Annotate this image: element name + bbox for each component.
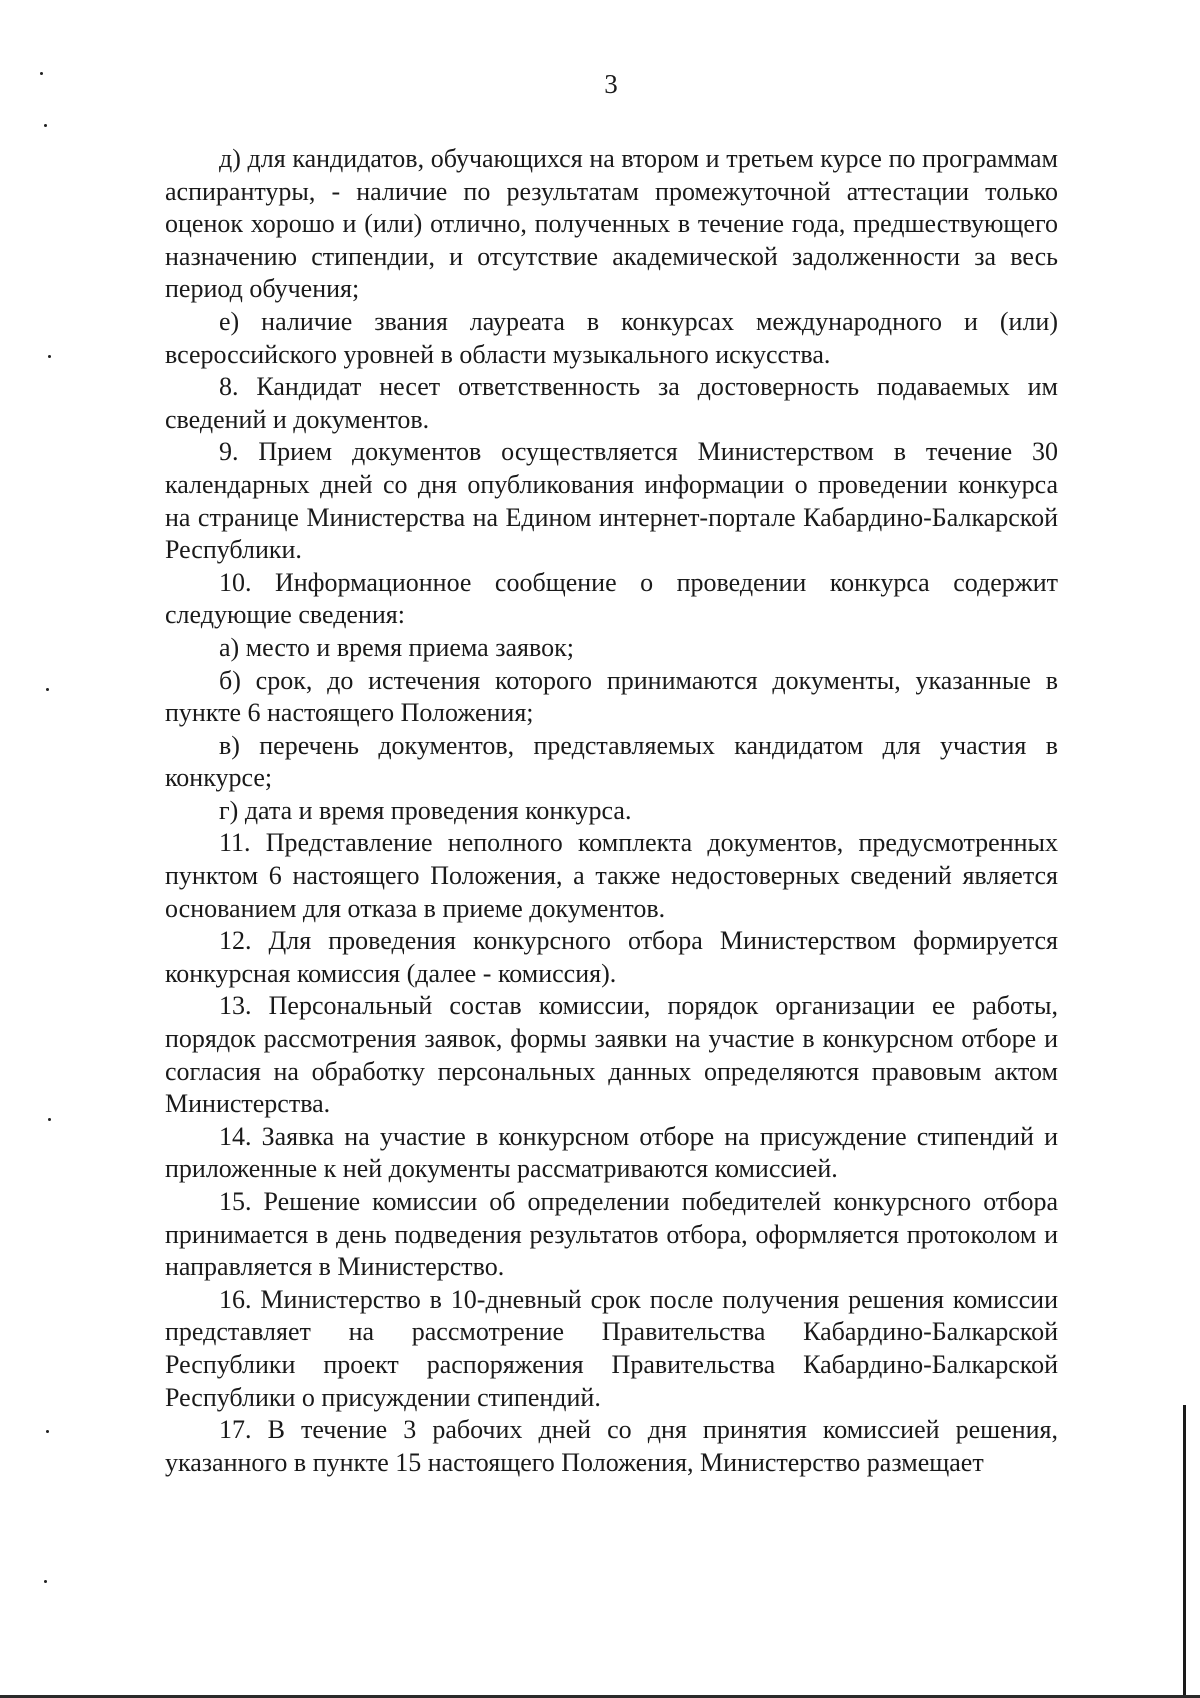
- scan-edge-shadow: [1183, 1405, 1186, 1698]
- scan-speck: [46, 1430, 49, 1433]
- paragraph-10d-contest-date: г) дата и время проведения конкурса.: [219, 795, 632, 825]
- scan-speck: [48, 355, 51, 358]
- paragraph-16-ministry-submission: 16. Министерство в 10-дневный срок после получения решения комиссии представляет на рассмотрение Правительства Кабардино-Балкарской Республики проект распоряжения Правительства Кабардино-Балкарской Республики о присуждении стипендий.: [165, 1284, 1058, 1412]
- paragraph-13-commission-composition: 13. Персональный состав комиссии, порядок организации ее работы, порядок рассмотрения заявок, формы заявки на участие в конкурсном отборе и согласия на обработку персональных данных определяются правовым актом Министерства.: [165, 991, 1058, 1119]
- paragraph-d-graduate-candidates: д) для кандидатов, обучающихся на втором и третьем курсе по программам аспирантуры, - наличие по результатам промежуточной аттестации только оценок хорошо и (или) отлично, полученных в течение года, предшествующего назначению стипендии, и отсутствие академической задолженности за весь период обучения;: [165, 144, 1058, 304]
- paragraph-15-commission-decision: 15. Решение комиссии об определении победителей конкурсного отбора принимается в день подведения результатов отбора, оформляется протоколом и направляется в Министерство.: [165, 1187, 1058, 1282]
- page-number: 3: [604, 69, 618, 99]
- paragraph-9-document-intake: 9. Прием документов осуществляется Министерством в течение 30 календарных дней со дня опубликования информации о проведении конкурса на странице Министерства на Едином интернет-портале Кабардино-Балкарской Республики.: [165, 437, 1058, 565]
- paragraph-8-responsibility: 8. Кандидат несет ответственность за достоверность подаваемых им сведений и документов.: [165, 372, 1058, 434]
- scan-speck: [44, 124, 47, 127]
- paragraph-10c-document-list: в) перечень документов, представляемых кандидатом для участия в конкурсе;: [165, 730, 1058, 793]
- scan-speck: [44, 1580, 47, 1583]
- paragraph-17-publication: 17. В течение 3 рабочих дней со дня принятия комиссией решения, указанного в пункте 15 настоящего Положения, Министерство размещает: [165, 1415, 1058, 1477]
- paragraph-14-application-review: 14. Заявка на участие в конкурсном отборе на присуждение стипендий и приложенные к ней документы рассматриваются комиссией.: [165, 1121, 1058, 1184]
- paragraph-e-laureate-title: е) наличие звания лауреата в конкурсах международного и (или) всероссийского уровней в области музыкального искусства.: [165, 306, 1058, 369]
- paragraph-10a-place-time: а) место и время приема заявок;: [219, 632, 574, 662]
- paragraph-10-announcement: 10. Информационное сообщение о проведении конкурса содержит следующие сведения:: [165, 567, 1058, 630]
- scan-speck: [40, 72, 43, 75]
- scan-speck: [48, 1118, 51, 1121]
- paragraph-11-refusal-grounds: 11. Представление неполного комплекта документов, предусмотренных пунктом 6 настоящего Положения, а также недостоверных сведений является основанием для отказа в приеме документов.: [165, 828, 1058, 923]
- paragraph-12-commission: 12. Для проведения конкурсного отбора Министерством формируется конкурсная комиссия (далее - комиссия).: [165, 926, 1058, 988]
- document-body: [165, 143, 1058, 1479]
- scan-speck: [46, 688, 49, 691]
- paragraph-10b-deadline: б) срок, до истечения которого принимаются документы, указанные в пункте 6 настоящего Положения;: [165, 665, 1058, 728]
